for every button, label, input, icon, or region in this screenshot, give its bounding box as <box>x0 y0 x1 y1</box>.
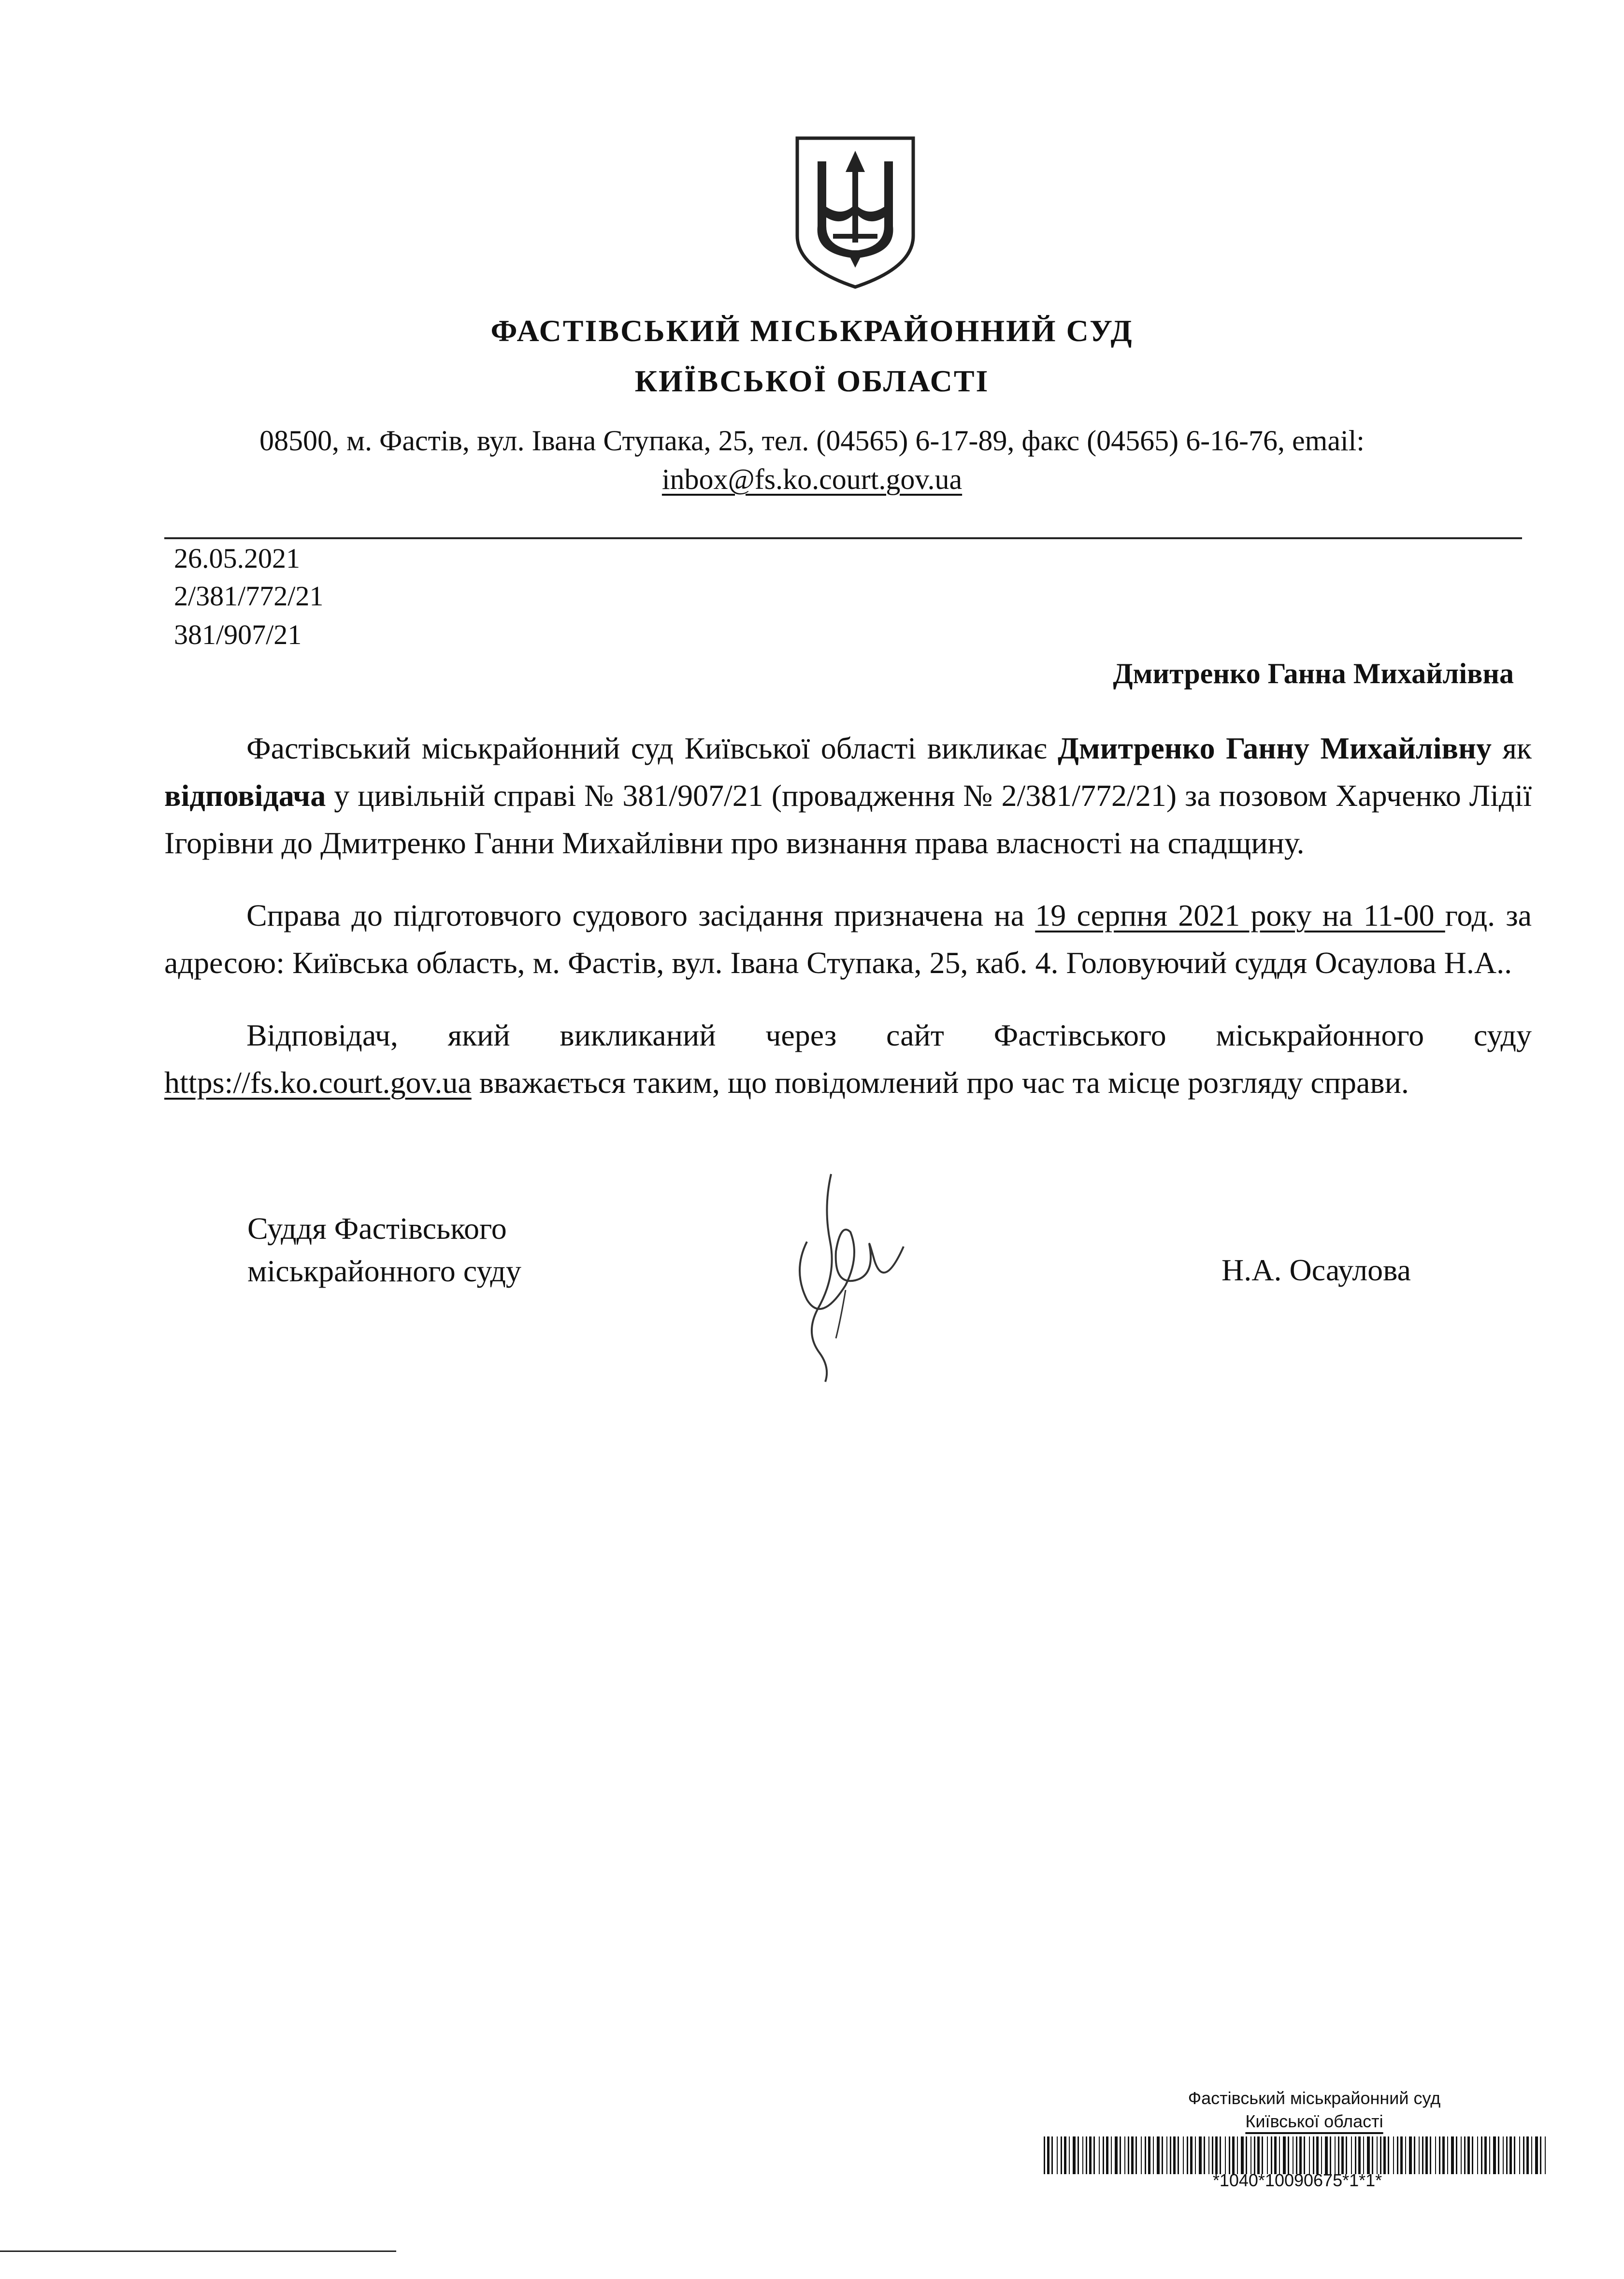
court-email-link[interactable]: inbox@fs.ko.court.gov.ua <box>661 463 963 495</box>
coat-of-arms-icon <box>792 134 918 290</box>
document-date: 26.05.2021 <box>174 543 300 574</box>
judge-name: Н.А. Осаулова <box>1222 1253 1411 1287</box>
court-address: 08500, м. Фастів, вул. Івана Ступака, 25, тел. (04565) 6-17-89, факс (04565) 6-16-76, email: <box>259 425 1365 457</box>
stamp-court-region: Київської області <box>1245 2111 1383 2131</box>
addressee-name: Дмитренко Ганна Михайлівна <box>1113 658 1514 689</box>
notice-paragraph: Відповідач, який викликаний через сайт Фастівського міськрайонного суду https://fs.ko.court.gov.ua вважається таким, що повідомлений про час та місце розгляду справи. <box>164 1018 1532 1100</box>
hearing-datetime: 19 серпня 2021 року на 11-00 <box>1035 898 1445 932</box>
court-title: ФАСТІВСЬКИЙ МІСЬКРАЙОННИЙ СУД <box>490 314 1134 348</box>
case-number: 381/907/21 <box>174 619 302 650</box>
signer-role-line1: Суддя Фастівського <box>247 1211 507 1246</box>
defendant-role: відповідача <box>164 778 326 813</box>
barcode-icon <box>1044 2136 1551 2174</box>
hearing-paragraph: Справа до підготовчого судового засідання призначена на 19 серпня 2021 року на 11-00 год. за адресою: Київська область, м. Фастів, вул. Івана Ступака, 25, каб. 4. Головуючий суддя Осаулова Н.А.. <box>164 898 1532 980</box>
barcode-number: *1040*10090675*1*1* <box>1212 2170 1382 2190</box>
court-website-link[interactable]: https://fs.ko.court.gov.ua <box>164 1065 472 1100</box>
stamp-court-name: Фастівський міськрайонний суд <box>1188 2088 1441 2108</box>
summons-paragraph: Фастівський міськрайонний суд Київської області викликає Дмитренко Ганну Михайлівну як відповідача у цивільній справі № 381/907/21 (провадження № 2/381/772/21) за позовом Харченко Лідії Ігорівни до Дмитренко Ганни Михайлівни про визнання права власності на спадщину. <box>164 731 1532 860</box>
court-region: КИЇВСЬКОЇ ОБЛАСТІ <box>634 364 990 398</box>
signer-role-line2: міськрайонного суду <box>247 1254 521 1288</box>
handwritten-signature-icon <box>773 1164 913 1387</box>
footer-divider <box>0 2250 396 2252</box>
header-divider <box>164 537 1522 539</box>
defendant-name: Дмитренко Ганну Михайлівну <box>1058 731 1492 765</box>
proceeding-number: 2/381/772/21 <box>174 580 324 612</box>
court-email-line <box>0 463 1624 496</box>
